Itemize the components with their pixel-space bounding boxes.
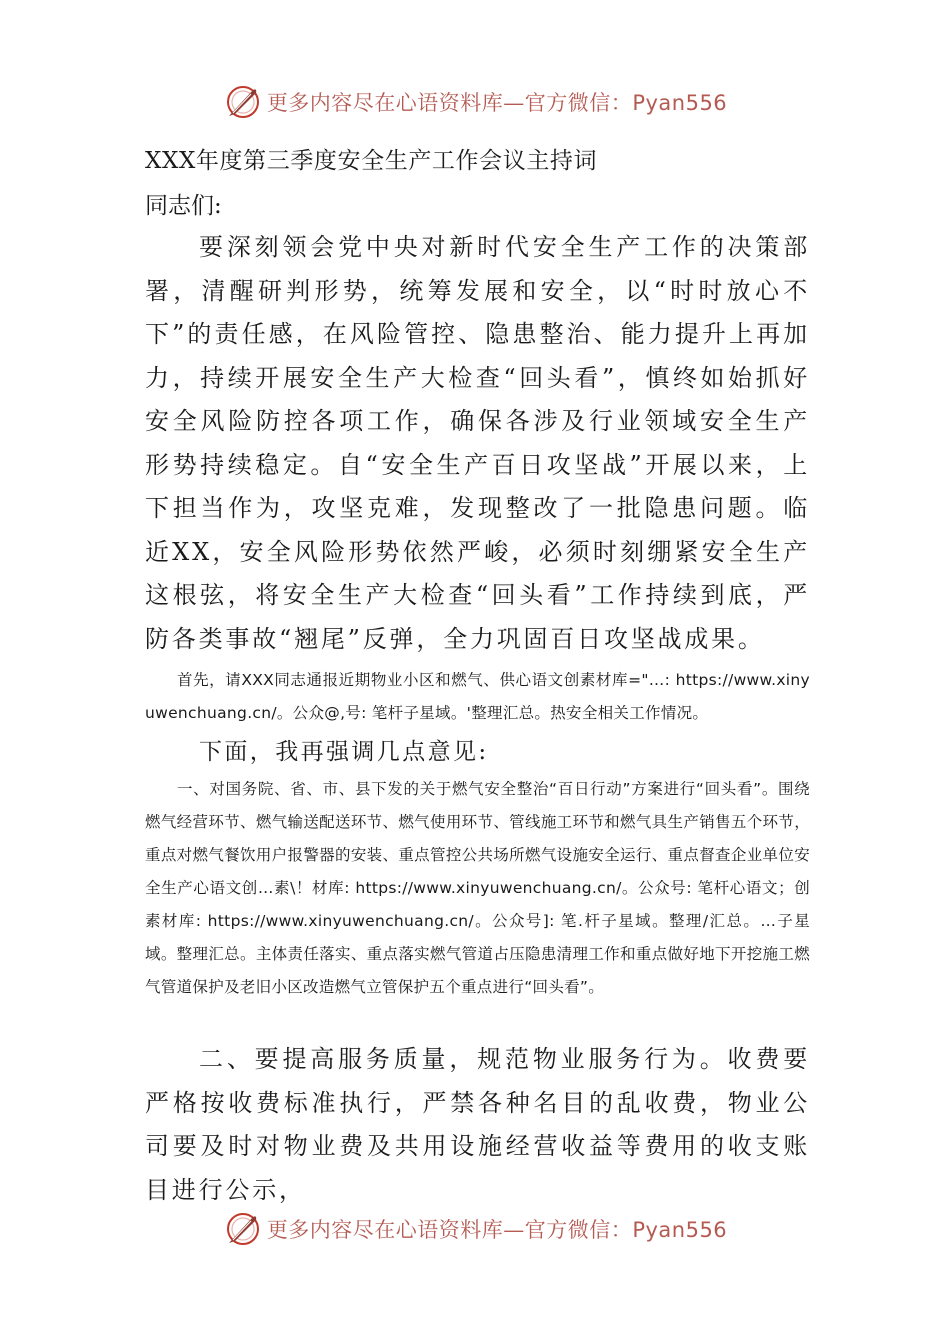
banner-text: 更多内容尽在心语资料库—官方微信：Pyan556 — [266, 91, 728, 115]
paragraph-point-two: 二、要提高服务质量，规范物业服务行为。收费要严格按收费标准执行，严禁各种名目的乱收费，物业公司要及时对物业费及共用设施经营收益等费用的收支账目进行公示， — [145, 1045, 810, 1204]
quill-logo-icon — [223, 1209, 263, 1249]
watermark-banner-bottom — [0, 1207, 950, 1251]
paragraph-point-one: 一、对国务院、省、市、县下发的关于燃气安全整治“百日行动”方案进行“回头看”。围绕燃气经营环节、燃气输送配送环节、燃气使用环节、管线施工环节和燃气具生产销售五个环节，重点对燃气餐饮用户报警器的安装、重点管控公共场所燃气设施安全运行、重点督查企业单位安全生产心语文创…素\！材库: https://www.xinyuwenchuang.cn/。公众号: 笔杆心语文；创素材库: https://www.xinyuwenchuang.cn/。公众号]: 笔.杆子星域。整理/汇总。…子星域。整理汇总。主体责任落实、重点落实燃气管道占压隐患清理工作和重点做好地下开挖施工燃气管道保护及老旧小区改造燃气立管保护五个重点进行“回头看”。 — [145, 780, 810, 996]
greeting: 同志们: — [145, 193, 222, 219]
document-title: XXX年度第三季度安全生产工作会议主持词 — [145, 148, 598, 174]
watermark-banner-top — [0, 80, 950, 124]
quill-logo-icon — [223, 82, 263, 122]
banner-text: 更多内容尽在心语资料库—官方微信：Pyan556 — [266, 1218, 728, 1242]
paragraph-first-report: 首先，请XXX同志通报近期物业小区和燃气、供心语文创素材库="…: https://www.xinyuwenchuang.cn/。公众@,号: 笔杆子星域。'整理汇总。热安全相关工作情况。 — [145, 671, 810, 722]
paragraph-intro: 要深刻领会党中央对新时代安全生产工作的决策部署，清醒研判形势，统筹发展和安全，以“时时放心不下”的责任感，在风险管控、隐患整治、能力提升上再加力，持续开展安全生产大检查“回头看”，慎终如始抓好安全风险防控各项工作，确保各涉及行业领域安全生产形势持续稳定。自“安全生产百日攻坚战”开展以来，上下担当作为，攻坚克难，发现整改了一批隐患问题。临近XX，安全风险形势依然严峻，必须时刻绷紧安全生产这根弦，将安全生产大检查“回头看”工作持续到底，严防各类事故“翘尾”反弹，全力巩固百日攻坚战成果。 — [145, 233, 810, 653]
paragraph-key-points: 下面，我再强调几点意见: — [199, 739, 489, 765]
